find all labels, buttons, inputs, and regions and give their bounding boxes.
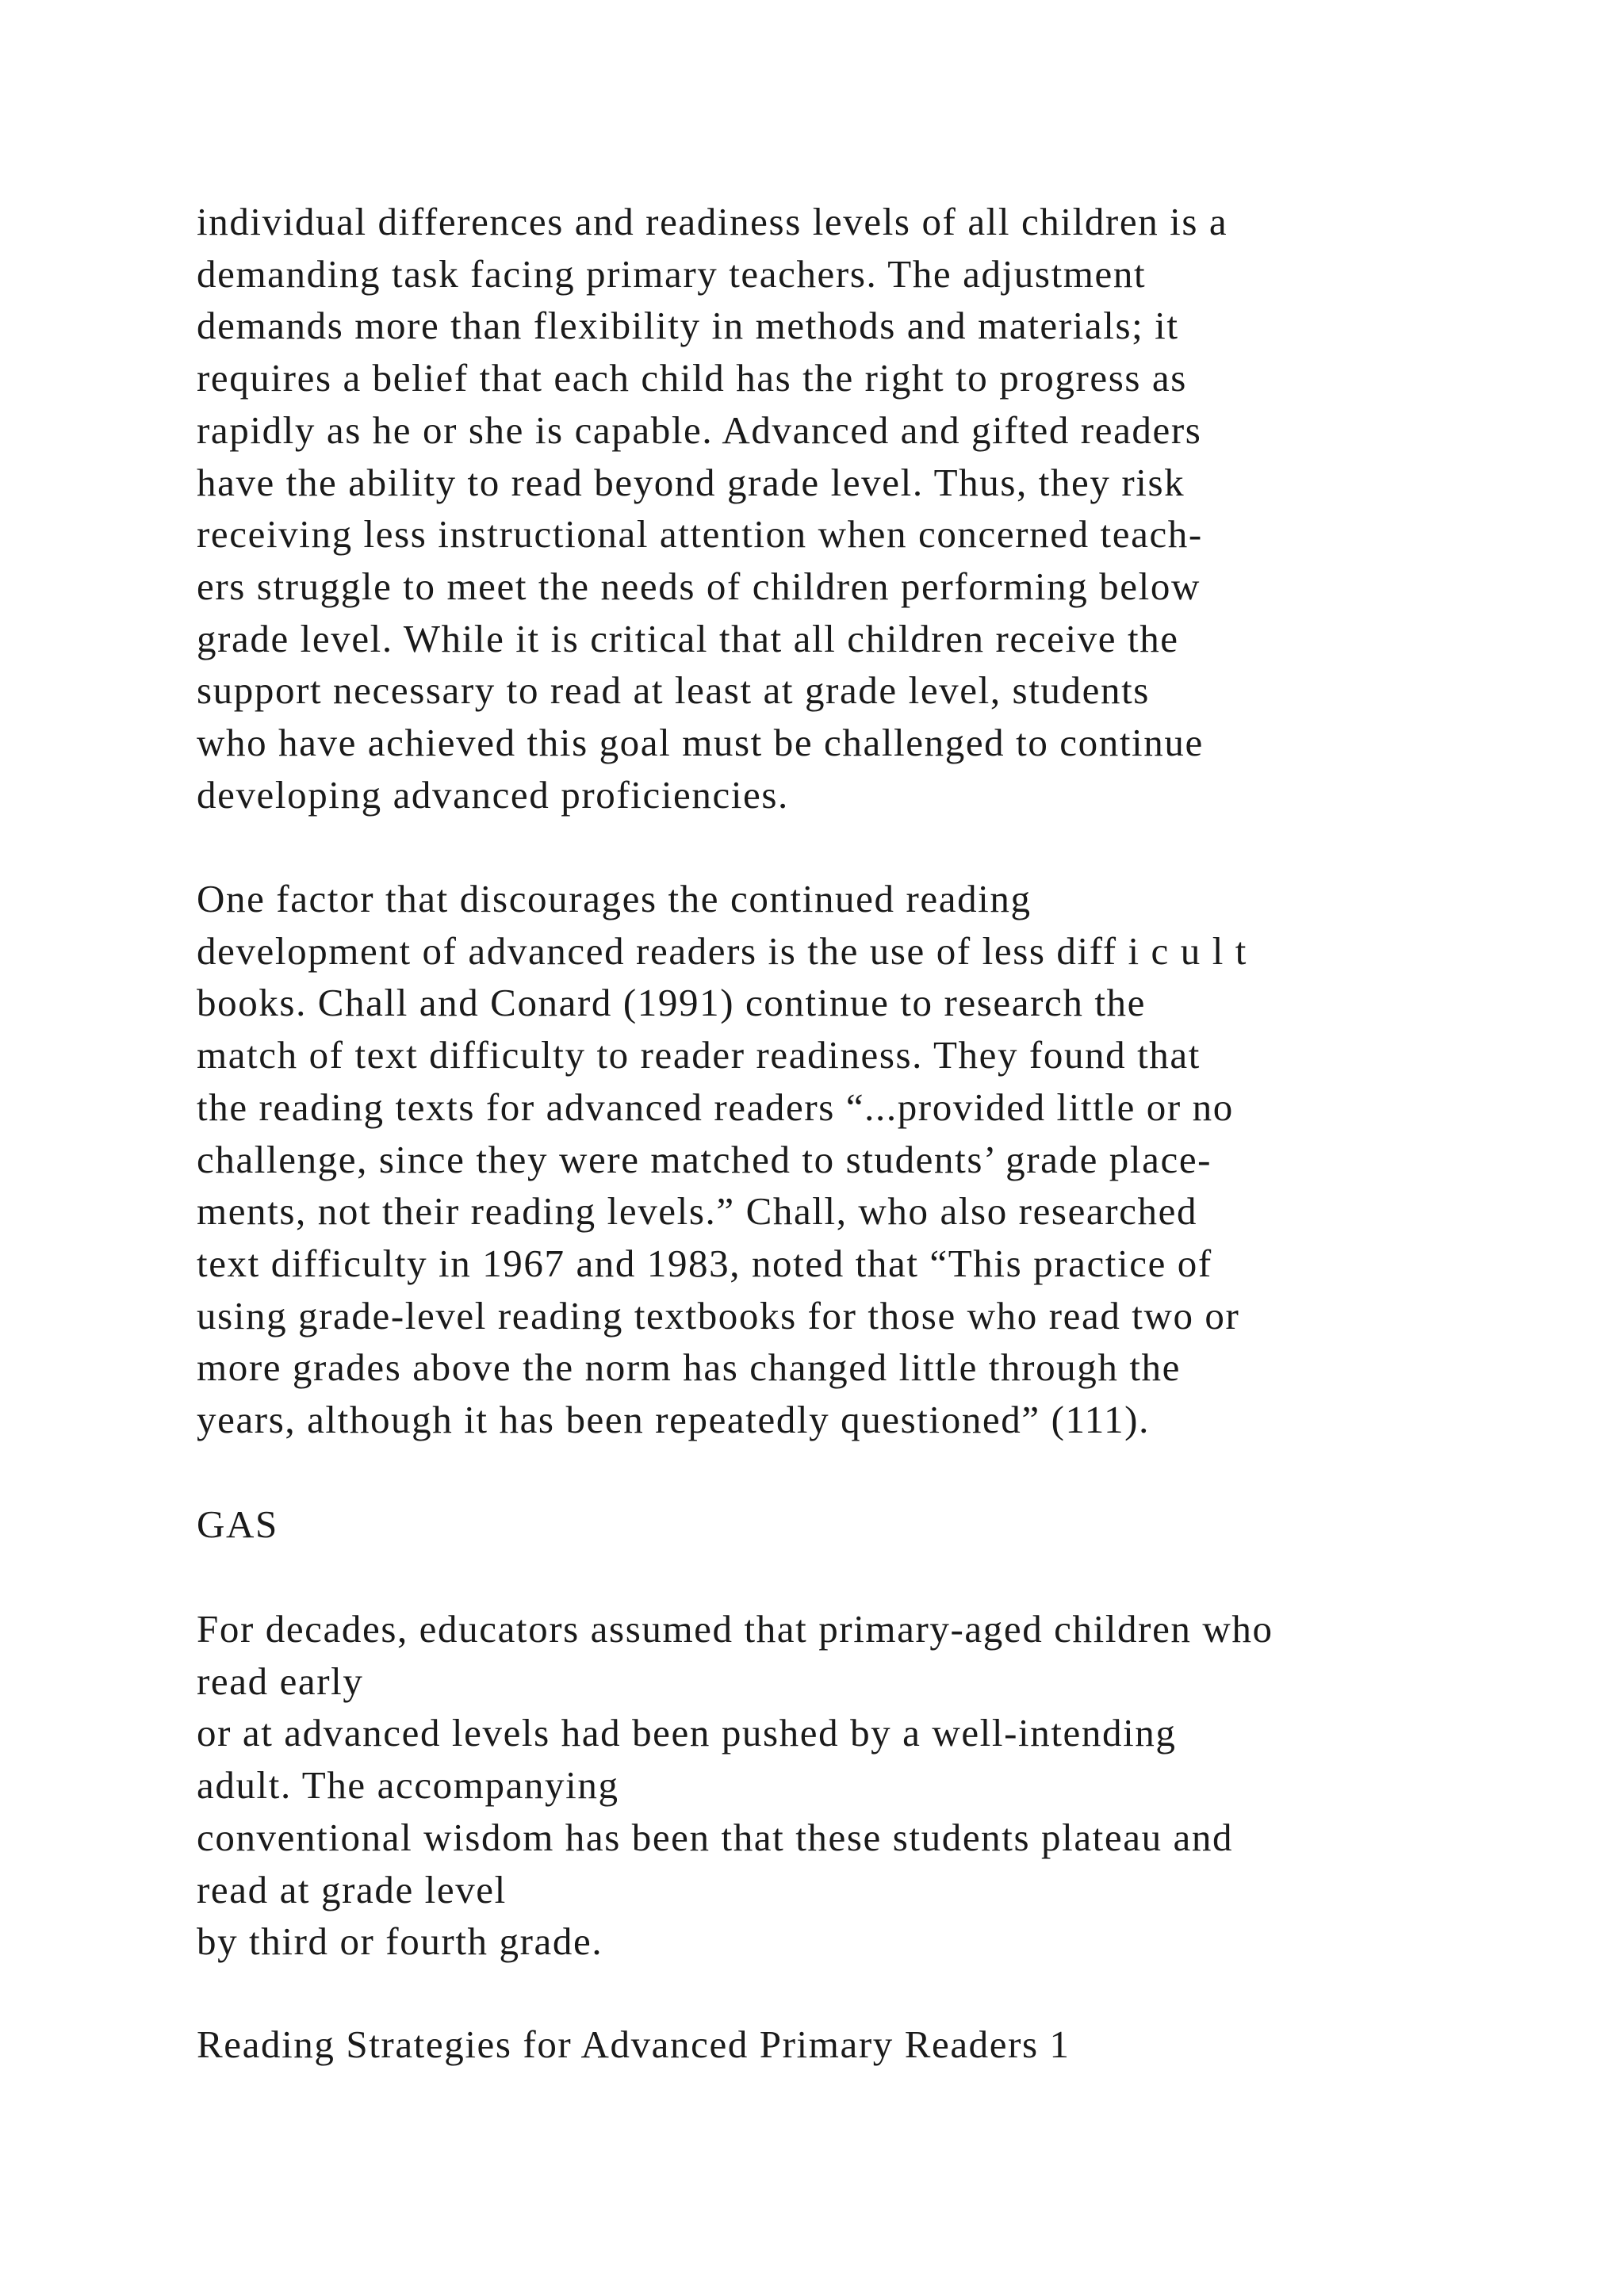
- text-line: read at grade level: [197, 1867, 507, 1911]
- paragraph-individual-differences: [197, 196, 1545, 821]
- footer-text: Reading Strategies for Advanced Primary Readers 1: [197, 2022, 1071, 2066]
- text-line: adult. The accompanying: [197, 1763, 619, 1808]
- text-line: support necessary to read at least at grade level, students: [197, 668, 1150, 713]
- text-line: books. Chall and Conard (1991) continue to research the: [197, 981, 1147, 1025]
- text-line: development of advanced readers is the use of less diff i c u l t: [197, 928, 1247, 973]
- text-line: or at advanced levels had been pushed by a well-intending: [197, 1711, 1177, 1755]
- text-line: more grades above the norm has changed little through the: [197, 1345, 1181, 1390]
- text-line: developing advanced proficiencies.: [197, 772, 789, 817]
- text-line: read early: [197, 1659, 364, 1703]
- text-line: individual differences and readiness levels of all children is a: [197, 200, 1228, 243]
- text-line: receiving less instructional attention when concerned teach-: [197, 512, 1203, 557]
- text-line: who have achieved this goal must be challenged to continue: [197, 721, 1204, 765]
- paragraph-for-decades: [197, 1603, 1545, 1968]
- text-line: challenge, since they were matched to students’ grade place-: [197, 1137, 1212, 1181]
- text-line: years, although it has been repeatedly questioned” (111).: [197, 1398, 1150, 1442]
- text-line: grade level. While it is critical that all children receive the: [197, 616, 1179, 660]
- page-footer: [197, 2019, 1545, 2071]
- text-line: demanding task facing primary teachers. The adjustment: [197, 251, 1147, 296]
- paragraph-one-factor: [197, 873, 1545, 1446]
- text-line: demands more than flexibility in methods and materials; it: [197, 304, 1179, 348]
- text-line: rapidly as he or she is capable. Advanced and gifted readers: [197, 408, 1202, 452]
- label-gas: [197, 1498, 1545, 1551]
- text-line: One factor that discourages the continued reading: [197, 877, 1032, 920]
- text-line: the reading texts for advanced readers “...provided little or no: [197, 1085, 1234, 1129]
- text-line: conventional wisdom has been that these students plateau and: [197, 1815, 1234, 1859]
- text-line: using grade-level reading textbooks for those who read two or: [197, 1293, 1240, 1337]
- text-line: ers struggle to meet the needs of children performing below: [197, 564, 1201, 608]
- text-line: requires a belief that each child has the right to progress as: [197, 356, 1187, 400]
- text-line: have the ability to read beyond grade level. Thus, they risk: [197, 460, 1185, 504]
- text-line: by third or fourth grade.: [197, 1919, 603, 1964]
- text-line: ments, not their reading levels.” Chall, who also researched: [197, 1189, 1198, 1234]
- text-line: GAS: [197, 1502, 278, 1546]
- text-line: match of text difficulty to reader readiness. They found that: [197, 1033, 1201, 1077]
- text-line: text difficulty in 1967 and 1983, noted that “This practice of: [197, 1241, 1212, 1285]
- text-line: For decades, educators assumed that primary-aged children who: [197, 1607, 1274, 1651]
